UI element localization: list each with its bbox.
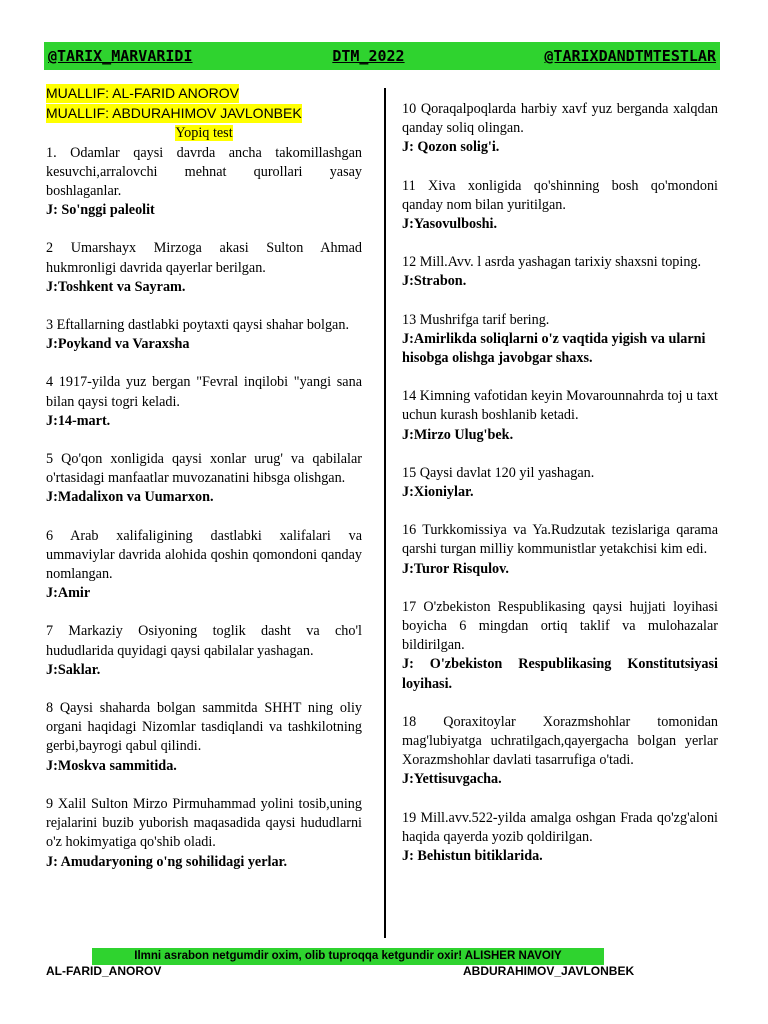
answer-text: J:14-mart. xyxy=(46,412,111,429)
question-text: 19 Mill.avv.522-yilda amalga oshgan Frada qo'zg'aloni haqida qayerda yozib qoldirilgan. xyxy=(402,809,718,845)
answer-text: J:Amir xyxy=(46,585,91,602)
question-item xyxy=(46,144,362,221)
question-item xyxy=(402,311,718,369)
footer-quote: Ilmni asrabon netgumdir oxim, olib tuproqqa ketgundir oxir! ALISHER NAVOIY xyxy=(92,948,604,965)
question-item xyxy=(402,598,718,694)
right-column xyxy=(402,84,718,885)
question-item xyxy=(46,239,362,297)
question-text: 8 Qaysi shaharda bolgan sammitda SHHT ning oliy organi haqidagi Nizomlar tasdiqlandi va tashkilotning gerbi,bayrogi qabul qilindi. xyxy=(46,700,362,755)
question-item xyxy=(402,387,718,445)
question-text: 10 Qoraqalpoqlarda harbiy xavf yuz berganda xalqdan qanday soliq olingan. xyxy=(402,101,718,137)
answer-text: J: Behistun bitiklarida. xyxy=(402,848,543,865)
question-text: 17 O'zbekiston Respublikasing qaysi hujjati loyihasi boyicha 6 mingdan ortiq taklif va mulohazalar bildirilgan. xyxy=(402,598,718,654)
question-text: 7 Markaziy Osiyoning toglik dasht va cho'l hududlarida quyidagi qaysi qabilalar yashagan. xyxy=(46,623,362,659)
question-item xyxy=(402,177,718,235)
question-item xyxy=(402,713,718,790)
question-item xyxy=(402,464,718,502)
question-text: 11 Xiva xonligida qo'shinning bosh qo'mondoni qanday nom bilan yuritilgan. xyxy=(402,177,718,213)
column-divider xyxy=(384,88,386,938)
header-left-tag: @TARIX_MARVARIDI xyxy=(48,47,193,65)
question-text: 2 Umarshayx Mirzoga akasi Sulton Ahmad hukmronligi davrida qayerlar berilgan. xyxy=(46,240,362,276)
question-item xyxy=(46,450,362,508)
answer-text: J:Moskva sammitida. xyxy=(46,757,177,774)
header-bar xyxy=(44,42,720,70)
answer-text: J: Amudaryoning o'ng sohilidagi yerlar. xyxy=(46,853,288,870)
question-text: 3 Eftallarning dastlabki poytaxti qaysi shahar bolgan. xyxy=(46,317,349,334)
question-text: 14 Kimning vafotidan keyin Movarounnahrda toj u taxt uchun kurash boshlanib ketadi. xyxy=(402,388,718,424)
answer-text: J:Strabon. xyxy=(402,273,467,290)
question-item xyxy=(402,100,718,158)
question-text: 9 Xalil Sulton Mirzo Pirmuhammad yolini tosib,uning rejalarini buzib yuborish maqasadida qaysi hududlarni o'z hokimyatiga qo'shib oladi. xyxy=(46,795,362,851)
answer-text: J:Mirzo Ulug'bek. xyxy=(402,426,514,443)
header-center-tag: DTM_2022 xyxy=(332,47,405,65)
answer-text: J:Amirlikda soliqlarni o'z vaqtida yigish va ularni hisobga olishga javobgar shaxs. xyxy=(402,330,706,367)
question-item xyxy=(402,809,718,867)
question-item xyxy=(46,527,362,604)
answer-text: J: O'zbekiston Respublikasing Konstitutsiyasi loyihasi. xyxy=(402,656,718,692)
answer-text: J: So'nggi paleolit xyxy=(46,202,155,219)
question-text: 12 Mill.Avv. l asrda yashagan tarixiy shaxsni toping. xyxy=(402,254,702,271)
author-line: MUALLIF: AL-FARID ANOROV xyxy=(46,85,239,101)
footer-author-right: ABDURAHIMOV_JAVLONBEK xyxy=(463,964,635,978)
question-text: 13 Mushrifga tarif bering. xyxy=(402,311,550,328)
answer-text: J:Toshkent va Sayram. xyxy=(46,278,186,295)
answer-text: J:Yasovulboshi. xyxy=(402,216,498,233)
question-item xyxy=(402,521,718,579)
question-text: 5 Qo'qon xonligida qaysi xonlar urug' va qabilalar o'rtasidagi manfaatlar muvozanatini hibsga olishgan. xyxy=(46,451,362,487)
question-text: 1. Odamlar qaysi davrda ancha takomillashgan kesuvchi,arralovchi mehnat qurollari yasay boshlaganlar. xyxy=(46,144,362,200)
footer-author-left: AL-FARID_ANOROV xyxy=(46,964,162,978)
question-text: 18 Qoraxitoylar Xorazmshohlar tomonidan mag'lubiyatga uchratilgach,qayergacha bolgan yerlar Xorazmshohlar davlati tasarrufiga o'tadi. xyxy=(402,713,718,769)
answer-text: J:Madalixon va Uumarxon. xyxy=(46,489,214,506)
question-text: 4 1917-yilda yuz bergan "Fevral inqilobi "yangi sana bilan qaysi togri keladi. xyxy=(46,374,362,410)
question-item xyxy=(46,373,362,431)
question-item xyxy=(46,622,362,680)
question-text: 6 Arab xalifaligining dastlabki xalifalari va ummaviylar davrida alohida qoshin qomondoni qanday nomlangan. xyxy=(46,527,362,583)
author-line: MUALLIF: ABDURAHIMOV JAVLONBEK xyxy=(46,105,302,122)
answer-text: J:Poykand va Varaxsha xyxy=(46,336,190,353)
answer-text: J:Saklar. xyxy=(46,661,101,678)
answer-text: J: Qozon solig'i. xyxy=(402,139,500,156)
test-subtitle: Yopiq test xyxy=(175,125,233,142)
answer-text: J:Yettisuvgacha. xyxy=(402,771,502,788)
answer-text: J:Xioniylar. xyxy=(402,484,474,501)
question-item xyxy=(46,795,362,872)
question-item xyxy=(46,699,362,776)
question-item xyxy=(402,253,718,291)
header-right-tag: @TARIXDANDTMTESTLAR xyxy=(544,47,716,65)
question-item xyxy=(46,316,362,354)
question-text: 15 Qaysi davlat 120 yil yashagan. xyxy=(402,464,595,481)
question-text: 16 Turkkomissiya va Ya.Rudzutak tezislariga qarama qarshi turgan milliy kommunistlar yetakchisi kim edi. xyxy=(402,522,718,558)
left-column xyxy=(46,84,362,891)
answer-text: J:Turor Risqulov. xyxy=(402,560,509,577)
